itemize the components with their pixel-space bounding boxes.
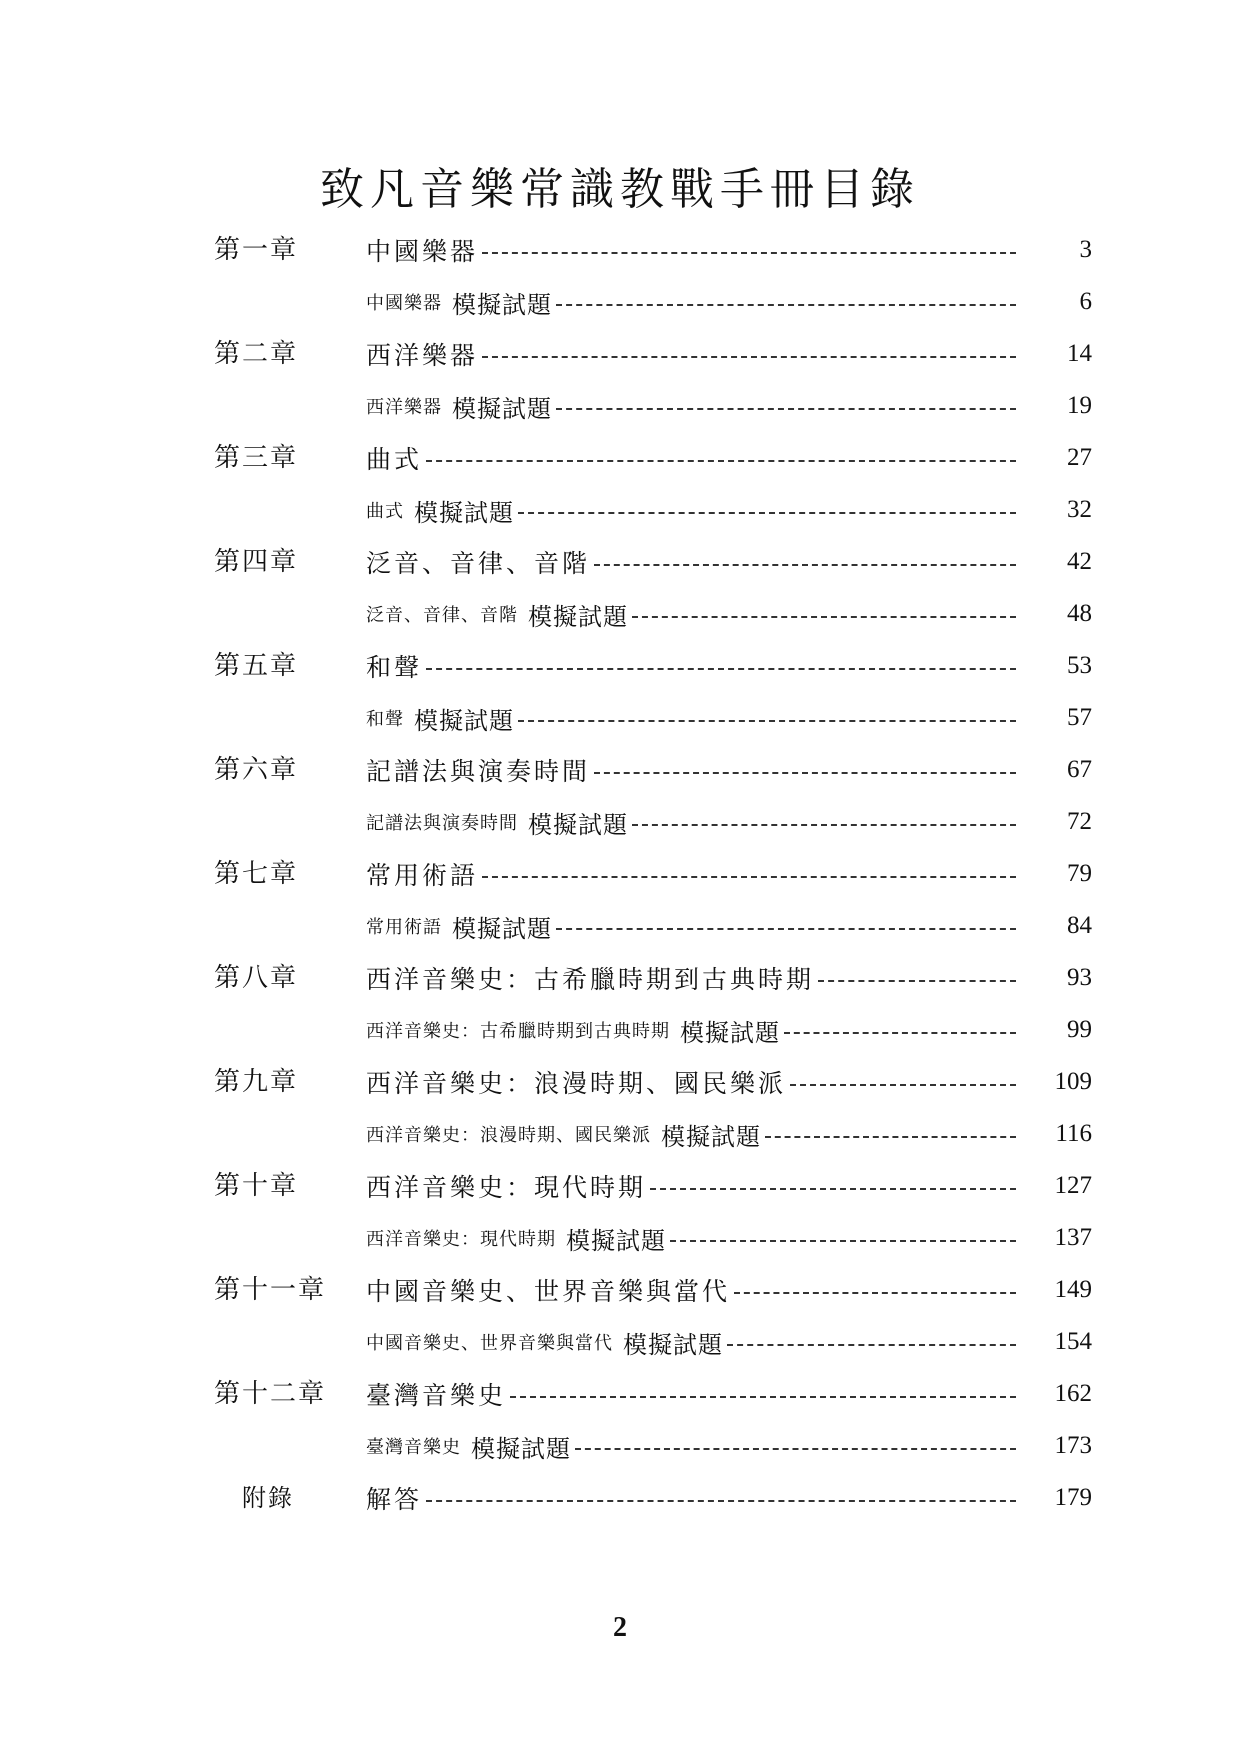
dash-leader <box>818 980 1016 982</box>
toc-entry <box>366 542 1016 582</box>
toc-chapter-row <box>0 334 1240 374</box>
dash-leader <box>518 720 1016 722</box>
entry-title: 臺灣音樂史 <box>366 1437 461 1458</box>
page-reference: 109 <box>1054 1068 1092 1095</box>
toc-entry <box>366 1322 1016 1362</box>
page-reference: 179 <box>1054 1484 1092 1511</box>
appendix-label: 附錄 <box>242 1484 294 1512</box>
toc-entry <box>366 1478 1016 1518</box>
toc-chapter-row <box>0 438 1240 478</box>
toc-quiz-row <box>0 282 1240 322</box>
page-reference: 27 <box>1067 444 1092 471</box>
page-reference: 127 <box>1054 1172 1092 1199</box>
quiz-label: 模擬試題 <box>623 1330 723 1359</box>
page-reference: 19 <box>1067 392 1092 419</box>
toc-quiz-row <box>0 802 1240 842</box>
toc-quiz-row <box>0 386 1240 426</box>
chapter-label: 第二章 <box>214 339 299 369</box>
quiz-label: 模擬試題 <box>414 706 514 735</box>
entry-title: 西洋音樂史：現代時期 <box>366 1229 556 1250</box>
quiz-label: 模擬試題 <box>566 1226 666 1255</box>
toc-entry <box>366 1166 1016 1206</box>
toc-entry <box>366 282 1016 322</box>
chapter-label: 第八章 <box>214 963 299 993</box>
page-reference: 84 <box>1067 912 1092 939</box>
page-reference: 14 <box>1067 340 1092 367</box>
toc-entry <box>366 1062 1016 1102</box>
chapter-label: 第七章 <box>214 859 299 889</box>
toc-chapter-row <box>0 646 1240 686</box>
dash-leader <box>482 356 1016 358</box>
toc-entry <box>366 646 1016 686</box>
toc-chapter-row <box>0 1166 1240 1206</box>
entry-title: 解答 <box>366 1485 423 1514</box>
toc-entry <box>366 386 1016 426</box>
chapter-label: 第一章 <box>214 235 299 265</box>
entry-title: 泛音、音律、音階 <box>366 549 591 578</box>
entry-title: 中國音樂史、世界音樂與當代 <box>366 1277 731 1306</box>
page-reference: 173 <box>1054 1432 1092 1459</box>
toc-entry <box>366 594 1016 634</box>
toc-quiz-row <box>0 1114 1240 1154</box>
toc-quiz-row <box>0 698 1240 738</box>
entry-title: 和聲 <box>366 709 404 730</box>
toc-entry <box>366 230 1016 270</box>
dash-leader <box>556 408 1016 410</box>
dash-leader <box>594 564 1016 566</box>
toc-entry <box>366 1114 1016 1154</box>
toc-entry <box>366 906 1016 946</box>
toc-quiz-row <box>0 1218 1240 1258</box>
toc-entry <box>366 802 1016 842</box>
dash-leader <box>784 1032 1016 1034</box>
toc-quiz-row <box>0 1426 1240 1466</box>
page-reference: 79 <box>1067 860 1092 887</box>
page-reference: 137 <box>1054 1224 1092 1251</box>
toc-quiz-row <box>0 906 1240 946</box>
entry-title: 曲式 <box>366 445 423 474</box>
toc-chapter-row <box>0 1478 1240 1518</box>
page-reference: 93 <box>1067 964 1092 991</box>
toc-chapter-row <box>0 1270 1240 1310</box>
toc-chapter-row <box>0 958 1240 998</box>
page-title: 致凡音樂常識教戰手冊目錄 <box>320 164 920 215</box>
toc-entry <box>366 1270 1016 1310</box>
entry-title: 常用術語 <box>366 917 442 938</box>
dash-leader <box>575 1448 1016 1450</box>
quiz-label: 模擬試題 <box>680 1018 780 1047</box>
chapter-label: 第十章 <box>214 1171 299 1201</box>
page-reference: 154 <box>1054 1328 1092 1355</box>
toc-entry <box>366 750 1016 790</box>
toc-quiz-row <box>0 490 1240 530</box>
quiz-label: 模擬試題 <box>528 602 628 631</box>
dash-leader <box>670 1240 1016 1242</box>
page-reference: 72 <box>1067 808 1092 835</box>
toc-entry <box>366 1010 1016 1050</box>
page-reference: 32 <box>1067 496 1092 523</box>
chapter-label: 第四章 <box>214 547 299 577</box>
entry-title: 西洋音樂史：浪漫時期、國民樂派 <box>366 1125 651 1146</box>
toc-chapter-row <box>0 854 1240 894</box>
page-reference: 42 <box>1067 548 1092 575</box>
dash-leader <box>556 928 1016 930</box>
toc-entry <box>366 334 1016 374</box>
dash-leader <box>632 824 1016 826</box>
dash-leader <box>727 1344 1016 1346</box>
entry-title: 中國音樂史、世界音樂與當代 <box>366 1333 613 1354</box>
dash-leader <box>482 252 1016 254</box>
quiz-label: 模擬試題 <box>414 498 514 527</box>
page-reference: 48 <box>1067 600 1092 627</box>
dash-leader <box>426 460 1016 462</box>
toc-chapter-row <box>0 542 1240 582</box>
dash-leader <box>518 512 1016 514</box>
dash-leader <box>632 616 1016 618</box>
entry-title: 常用術語 <box>366 861 479 890</box>
page-reference: 53 <box>1067 652 1092 679</box>
entry-title: 西洋音樂史：古希臘時期到古典時期 <box>366 1021 670 1042</box>
page-reference: 57 <box>1067 704 1092 731</box>
dash-leader <box>734 1292 1016 1294</box>
toc-entry <box>366 1374 1016 1414</box>
dash-leader <box>594 772 1016 774</box>
entry-title: 和聲 <box>366 653 423 682</box>
page-reference: 3 <box>1079 236 1092 263</box>
dash-leader <box>765 1136 1016 1138</box>
quiz-label: 模擬試題 <box>452 394 552 423</box>
quiz-label: 模擬試題 <box>528 810 628 839</box>
quiz-label: 模擬試題 <box>471 1434 571 1463</box>
dash-leader <box>510 1396 1016 1398</box>
page-reference: 149 <box>1054 1276 1092 1303</box>
toc-chapter-row <box>0 1062 1240 1102</box>
toc-entry <box>366 1218 1016 1258</box>
chapter-label: 第九章 <box>214 1067 299 1097</box>
chapter-label: 第十一章 <box>214 1275 327 1305</box>
toc-entry <box>366 438 1016 478</box>
page-number-footer: 2 <box>613 1612 627 1643</box>
chapter-label: 第五章 <box>214 651 299 681</box>
dash-leader <box>482 876 1016 878</box>
toc-quiz-row <box>0 1322 1240 1362</box>
quiz-label: 模擬試題 <box>661 1122 761 1151</box>
entry-title: 西洋音樂史：浪漫時期、國民樂派 <box>366 1069 787 1098</box>
entry-title: 臺灣音樂史 <box>366 1381 507 1410</box>
dash-leader <box>790 1084 1016 1086</box>
entry-title: 西洋樂器 <box>366 397 442 418</box>
page-reference: 67 <box>1067 756 1092 783</box>
toc-chapter-row <box>0 750 1240 790</box>
chapter-label: 第六章 <box>214 755 299 785</box>
page-reference: 116 <box>1055 1120 1092 1147</box>
entry-title: 泛音、音律、音階 <box>366 605 518 626</box>
entry-title: 西洋音樂史：現代時期 <box>366 1173 647 1202</box>
chapter-label: 第十二章 <box>214 1379 327 1409</box>
entry-title: 西洋樂器 <box>366 341 479 370</box>
toc-quiz-row <box>0 594 1240 634</box>
toc-entry <box>366 698 1016 738</box>
entry-title: 西洋音樂史：古希臘時期到古典時期 <box>366 965 815 994</box>
entry-title: 中國樂器 <box>366 293 442 314</box>
page-reference: 162 <box>1054 1380 1092 1407</box>
entry-title: 記譜法與演奏時間 <box>366 757 591 786</box>
entry-title: 曲式 <box>366 501 404 522</box>
dash-leader <box>426 668 1016 670</box>
toc-chapter-row <box>0 1374 1240 1414</box>
chapter-label: 第三章 <box>214 443 299 473</box>
dash-leader <box>556 304 1016 306</box>
toc-entry <box>366 958 1016 998</box>
toc-entry <box>366 854 1016 894</box>
toc-chapter-row <box>0 230 1240 270</box>
entry-title: 記譜法與演奏時間 <box>366 813 518 834</box>
page-reference: 99 <box>1067 1016 1092 1043</box>
toc-quiz-row <box>0 1010 1240 1050</box>
page-reference: 6 <box>1079 288 1092 315</box>
dash-leader <box>650 1188 1016 1190</box>
entry-title: 中國樂器 <box>366 237 479 266</box>
toc-entry <box>366 490 1016 530</box>
quiz-label: 模擬試題 <box>452 290 552 319</box>
dash-leader <box>426 1500 1016 1502</box>
quiz-label: 模擬試題 <box>452 914 552 943</box>
toc-entry <box>366 1426 1016 1466</box>
